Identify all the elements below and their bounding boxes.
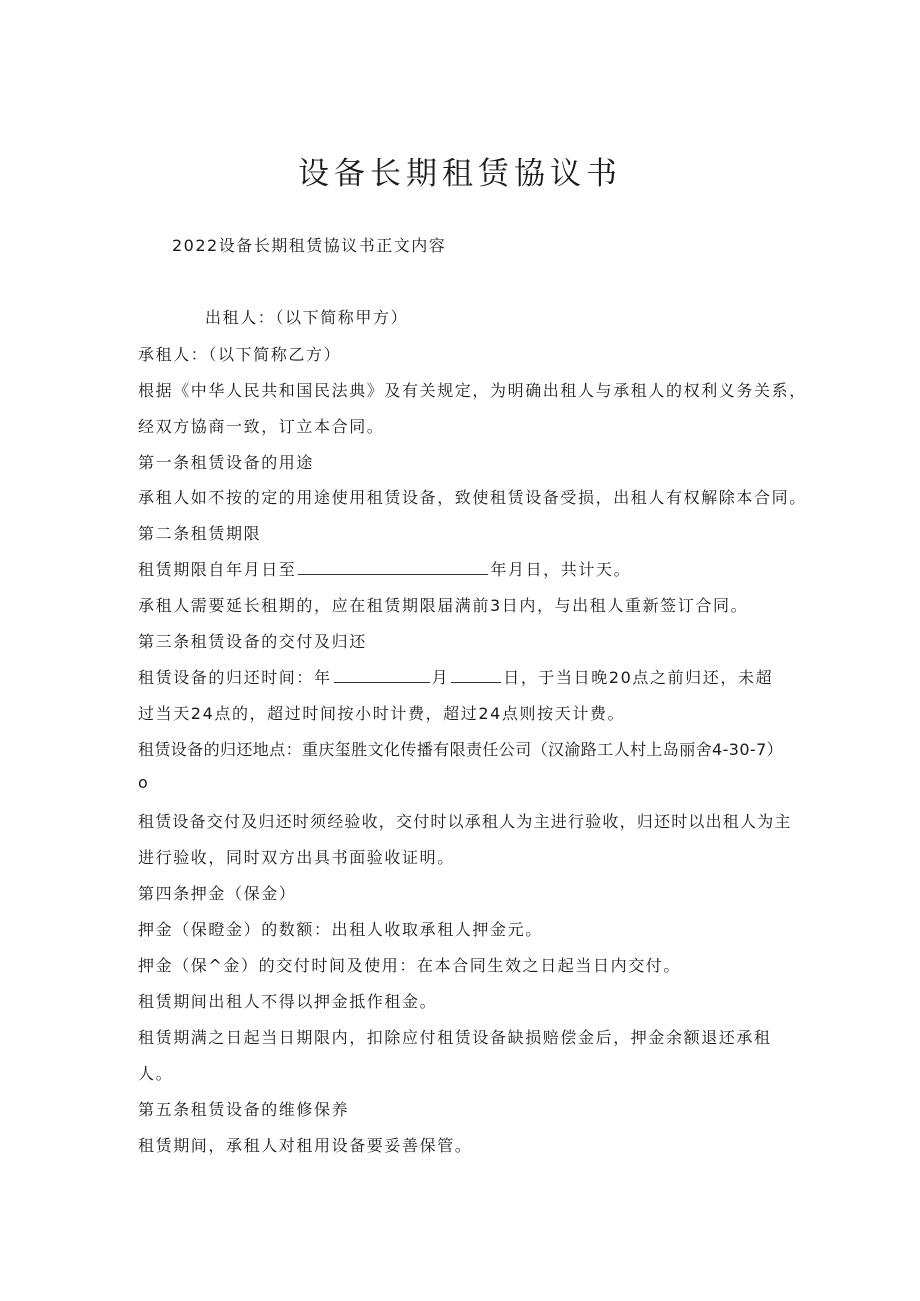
term-text-b: 年月日，共计天。	[490, 560, 632, 579]
term-line	[138, 557, 631, 580]
intro-line-1: 根据《中华人民共和国民法典》及有关规定，为明确出租人与承租人的权利义务关系，	[138, 381, 807, 400]
lessee-line: 承租人：（以下简称乙方）	[138, 345, 342, 364]
acceptance-line-1: 租赁设备交付及归还时须经验收，交付时以承租人为主进行验收，归还时以出租人为主	[138, 812, 792, 831]
article-4-heading: 第四条押金（保金）	[138, 884, 297, 903]
document-subtitle: 2022设备长期租赁協议书正文内容	[172, 236, 447, 255]
intro-line-2: 经双方協商一致，订立本合同。	[138, 417, 385, 436]
return-text-a: 租赁设备的归还时间：年	[138, 668, 332, 687]
deposit-line-4a: 租赁期满之日起当日期限内，扣除应付租赁设备缺损赔偿金后，押金余额退还承租	[138, 1028, 772, 1047]
return-place-line: 租赁设备的归还地点：重庆玺胜文化传播有限责任公司（汉渝路工人村上岛丽舍4-30-7）	[138, 740, 784, 759]
lessor-line: 出租人：（以下简称甲方）	[205, 308, 409, 327]
term-blank	[298, 560, 488, 575]
extend-line: 承租人需要延长租期的，应在租赁期限届满前3日内，与出租人重新签订合同。	[138, 596, 749, 615]
return-month-blank	[451, 668, 501, 683]
return-time-line	[138, 665, 773, 688]
maintenance-line: 租赁期间，承租人对租用设备要妥善保管。	[138, 1136, 473, 1155]
return-year-blank	[334, 668, 430, 683]
article-1-heading: 第一条租赁设备的用途	[138, 453, 315, 472]
return-time-line-2: 过当天24点的，超过时间按小时计费，超过24点则按天计费。	[138, 704, 626, 723]
return-text-c: 日，于当日晚20点之前归还，未超	[503, 668, 774, 687]
document-title: 设备长期租赁協议书	[298, 156, 622, 192]
acceptance-line-2: 进行验收，同时双方出具书面验收证明。	[138, 848, 455, 867]
return-text-b: 月	[431, 668, 450, 687]
return-place-end: o	[138, 773, 150, 792]
deposit-line-4b: 人。	[138, 1064, 174, 1083]
article-5-heading: 第五条租赁设备的维修保养	[138, 1100, 350, 1119]
deposit-line-1: 押金（保瞪金）的数额：出租人收取承租人押金元。	[138, 920, 543, 939]
article-2-heading: 第二条租赁期限	[138, 524, 262, 543]
term-text-a: 租赁期限自年月日至	[138, 560, 297, 579]
article-3-heading: 第三条租赁设备的交付及归还	[138, 632, 367, 651]
deposit-line-2: 押金（保^金）的交付时间及使用：在本合同生效之日起当日内交付。	[138, 956, 682, 975]
article-1-text: 承租人如不按的定的用途使用租赁设备，致使租赁设备受损，出租人有权解除本合同。	[138, 488, 807, 507]
deposit-line-3: 租赁期间出租人不得以押金抵作租金。	[138, 992, 438, 1011]
